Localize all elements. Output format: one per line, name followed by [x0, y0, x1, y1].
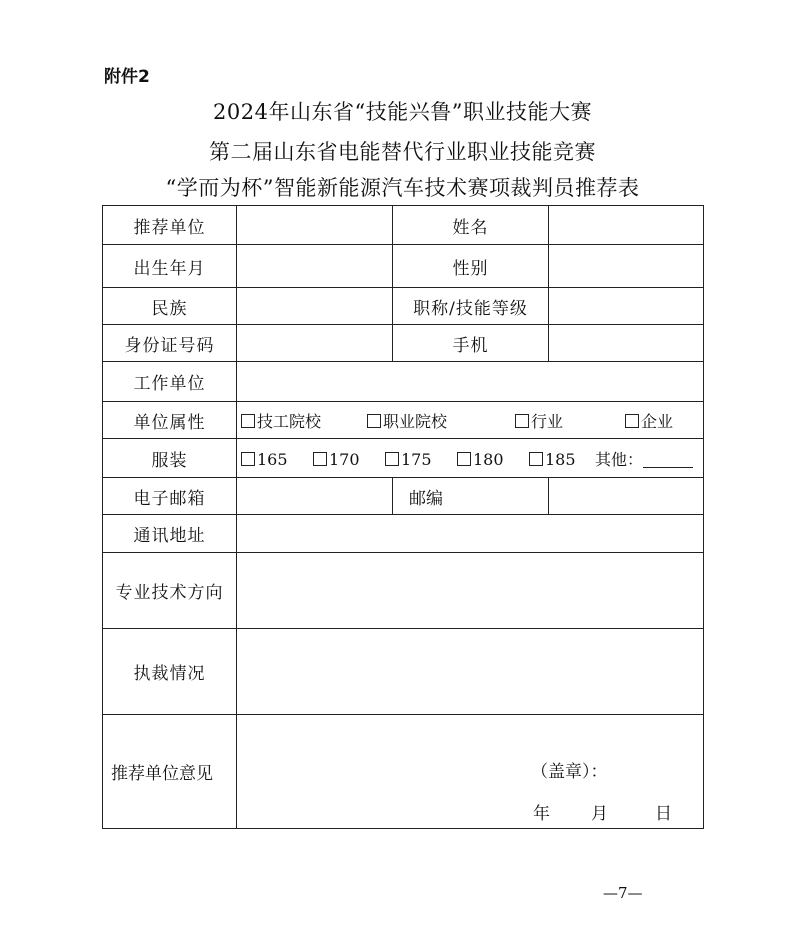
- date-day: 日: [655, 804, 672, 824]
- field-specialty[interactable]: [237, 553, 704, 629]
- clothing-size-option-2[interactable]: [313, 450, 385, 469]
- checkbox-icon[interactable]: [385, 452, 399, 466]
- field-id-number[interactable]: [237, 325, 393, 362]
- label-name: 姓名: [393, 206, 549, 245]
- clothing-other-label: 其他：: [595, 449, 644, 469]
- label-clothing: 服装: [103, 439, 237, 478]
- clothing-size-label: 175: [401, 449, 432, 469]
- attachment-label: 附件2: [104, 67, 150, 87]
- label-ethnicity: 民族: [103, 288, 237, 325]
- clothing-other-field[interactable]: [643, 451, 693, 468]
- field-judging-experience[interactable]: [237, 629, 704, 715]
- title-line-3: “学而为杯”智能新能源汽车技术赛项裁判员推荐表: [165, 176, 640, 200]
- date-line: [533, 799, 672, 824]
- recommendation-form: [102, 205, 704, 829]
- clothing-size-option-5[interactable]: [529, 450, 595, 469]
- clothing-size-option-3[interactable]: [385, 450, 457, 469]
- clothing-size-option-4[interactable]: [457, 450, 529, 469]
- field-unit-opinion[interactable]: [237, 715, 704, 829]
- field-mobile[interactable]: [549, 325, 704, 362]
- field-birth-date[interactable]: [237, 245, 393, 288]
- title-line-2: 第二届山东省电能替代行业职业技能竞赛: [209, 140, 596, 164]
- label-judging-experience: 执裁情况: [103, 629, 237, 715]
- clothing-size-label: 165: [257, 449, 288, 469]
- label-work-unit: 工作单位: [103, 362, 237, 402]
- field-postcode[interactable]: [549, 478, 704, 515]
- page-number: —7—: [603, 884, 643, 902]
- field-ethnicity[interactable]: [237, 288, 393, 325]
- label-unit-type: 单位属性: [103, 402, 237, 439]
- field-name[interactable]: [549, 206, 704, 245]
- clothing-size-option-1[interactable]: [241, 450, 313, 469]
- label-unit-opinion: 推荐单位意见: [103, 715, 237, 829]
- unit-type-option-1[interactable]: [241, 409, 367, 432]
- field-recommending-unit[interactable]: [237, 206, 393, 245]
- checkbox-icon[interactable]: [241, 414, 255, 428]
- label-recommending-unit: 推荐单位: [103, 206, 237, 245]
- field-email[interactable]: [237, 478, 393, 515]
- field-address[interactable]: [237, 515, 704, 553]
- label-address: 通讯地址: [103, 515, 237, 553]
- label-title-skill-level: 职称/技能等级: [393, 288, 549, 325]
- checkbox-icon[interactable]: [241, 452, 255, 466]
- unit-type-options: [237, 402, 704, 439]
- label-birth-date: 出生年月: [103, 245, 237, 288]
- seal-label: （盖章）：: [531, 762, 608, 782]
- unit-type-option-3[interactable]: [515, 409, 625, 432]
- unit-type-option-4[interactable]: [625, 409, 673, 432]
- checkbox-icon[interactable]: [457, 452, 471, 466]
- label-id-number: 身份证号码: [103, 325, 237, 362]
- clothing-size-options: [237, 439, 704, 478]
- date-month: 月: [591, 804, 608, 824]
- label-postcode: 邮编: [393, 478, 549, 515]
- title-line-1: 2024年山东省“技能兴鲁”职业技能大赛: [213, 100, 592, 124]
- label-mobile: 手机: [393, 325, 549, 362]
- field-work-unit[interactable]: [237, 362, 704, 402]
- unit-type-option-label: 职业院校: [383, 411, 448, 431]
- date-year: 年: [533, 804, 550, 824]
- label-email: 电子邮箱: [103, 478, 237, 515]
- checkbox-icon[interactable]: [367, 414, 381, 428]
- unit-type-option-label: 技工院校: [257, 411, 322, 431]
- checkbox-icon[interactable]: [529, 452, 543, 466]
- label-gender: 性别: [393, 245, 549, 288]
- checkbox-icon[interactable]: [515, 414, 529, 428]
- clothing-size-label: 180: [473, 449, 504, 469]
- clothing-size-label: 185: [545, 449, 576, 469]
- field-title-skill-level[interactable]: [549, 288, 704, 325]
- unit-type-option-label: 行业: [531, 411, 564, 431]
- label-specialty: 专业技术方向: [103, 553, 237, 629]
- checkbox-icon[interactable]: [625, 414, 639, 428]
- clothing-size-label: 170: [329, 449, 360, 469]
- checkbox-icon[interactable]: [313, 452, 327, 466]
- field-gender[interactable]: [549, 245, 704, 288]
- unit-type-option-2[interactable]: [367, 409, 515, 432]
- unit-type-option-label: 企业: [641, 411, 674, 431]
